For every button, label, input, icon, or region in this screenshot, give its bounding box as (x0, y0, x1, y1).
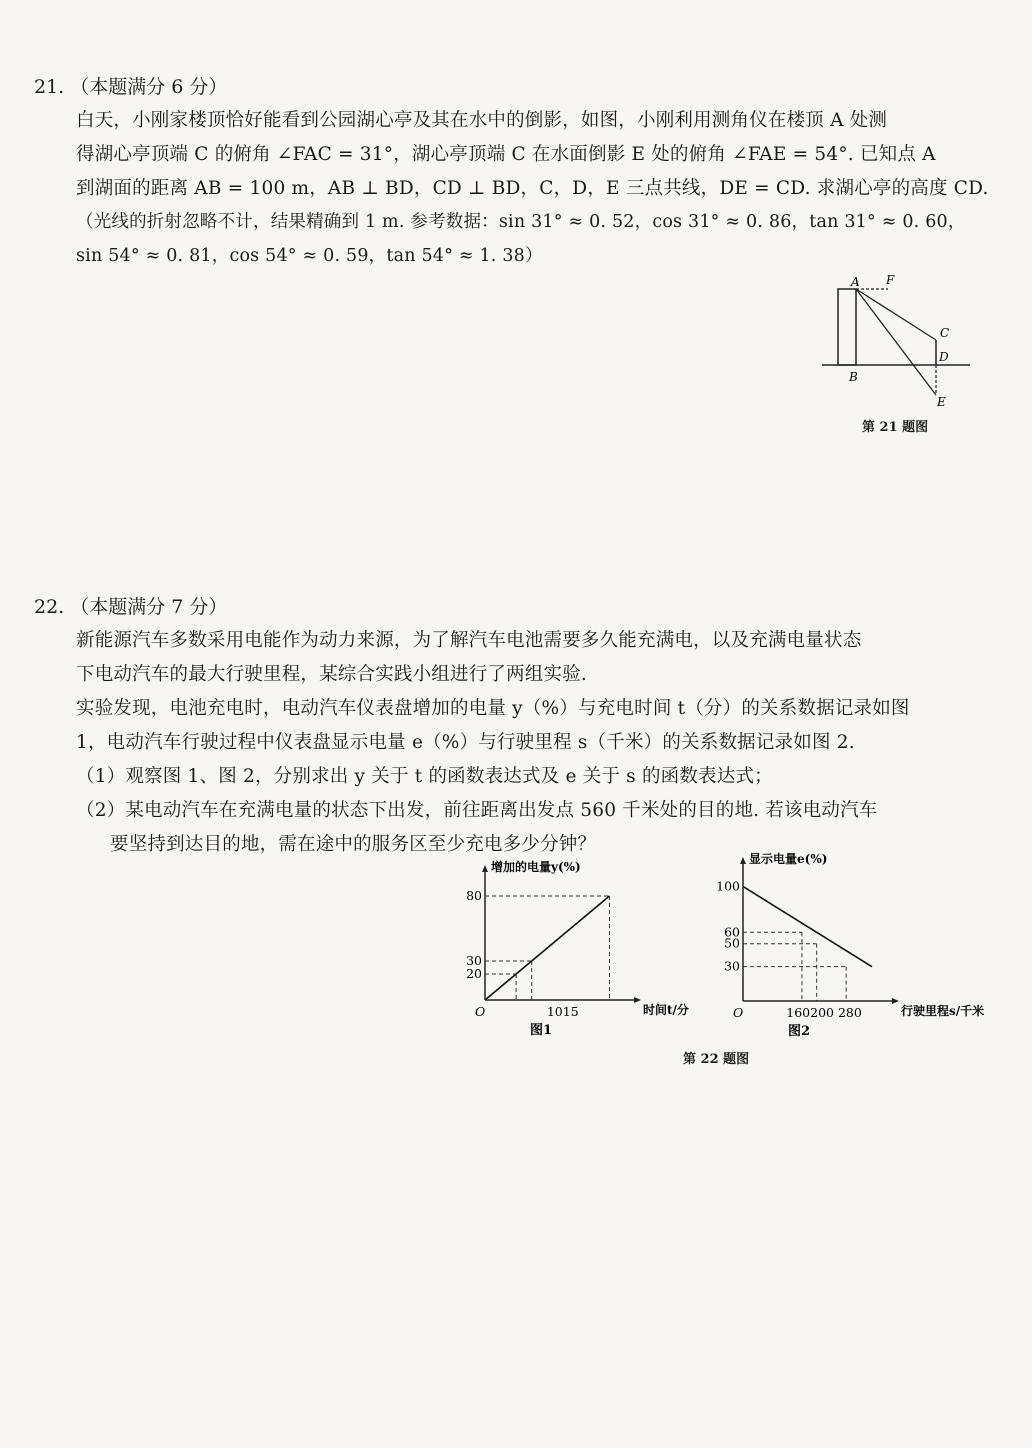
label-b: B (849, 370, 858, 384)
q22-score: （本题满分 7 分） (70, 596, 228, 618)
series-line (743, 886, 872, 966)
q22-header (34, 592, 227, 619)
label-a: A (851, 275, 860, 289)
x-tick-labels: 1015 (546, 1004, 579, 1019)
origin-label: O (475, 1004, 486, 1019)
line-ae (856, 289, 936, 395)
y-axis-label: 显示电量e(%) (749, 852, 828, 866)
y-tick-label: 30 (466, 953, 482, 968)
label-d: D (939, 350, 949, 364)
q21-line-4: （光线的折射忽略不计，结果精确到 1 m. 参考数据：sin 31° ≈ 0. 52，cos 31° ≈ 0. 86，tan 31° ≈ 0. 60， (76, 212, 966, 232)
y-tick-label: 60 (724, 924, 740, 940)
line-ac (856, 289, 936, 340)
q22-line-2: 下电动汽车的最大行驶里程，某综合实践小组进行了两组实验. (76, 664, 587, 685)
q22-line-3: 实验发现，电池充电时，电动汽车仪表盘增加的电量 y（%）与充电时间 t（分）的关系数据记录如图 (76, 698, 910, 719)
q21-score: （本题满分 6 分） (70, 76, 228, 98)
x-axis-label: 时间t/分 (643, 1003, 689, 1017)
x-axis-arrow (634, 997, 641, 1003)
y-axis-label: 增加的电量y(%) (491, 860, 581, 874)
label-f: F (886, 273, 895, 287)
chart-2 (705, 852, 985, 1045)
y-axis-arrow (482, 865, 488, 872)
q21-line-2: 得湖心亭顶端 C 的俯角 ∠FAC = 31°，湖心亭顶端 C 在水面倒影 E 处的俯角 ∠FAE = 54°. 已知点 A (76, 144, 936, 165)
q21-line-1: 白天，小刚家楼顶恰好能看到公园湖心亭及其在水中的倒影，如图，小刚利用测角仪在楼顶 A 处测 (76, 110, 888, 131)
x-axis-label: 行驶里程s/千米 (901, 1004, 985, 1018)
y-tick-label: 30 (724, 958, 740, 974)
label-e: E (937, 395, 946, 409)
y-axis-arrow (740, 857, 746, 864)
q22-line-7: 要坚持到达目的地，需在途中的服务区至少充电多少分钟？ (110, 834, 597, 855)
q21-line-5: sin 54° ≈ 0. 81，cos 54° ≈ 0. 59，tan 54° ≈ 1. 38） (76, 246, 543, 266)
origin-label: O (733, 1005, 744, 1020)
label-c: C (940, 326, 950, 340)
y-tick-label: 20 (466, 966, 482, 981)
chart-title: 图2 (787, 1024, 811, 1039)
q22-number: 22. (34, 596, 65, 618)
q22-figure-caption: 第 22 题图 (683, 1052, 750, 1067)
q21-figure (815, 268, 975, 418)
y-tick-label: 80 (466, 888, 482, 903)
q21-line-3: 到湖面的距离 AB = 100 m，AB ⊥ BD，CD ⊥ BD，C，D，E 三点共线，DE = CD. 求湖心亭的高度 CD. (76, 178, 989, 199)
q21-number: 21. (34, 76, 65, 98)
y-tick-label: 50 (724, 935, 740, 951)
chart-title: 图1 (529, 1023, 553, 1038)
y-tick-label: 100 (716, 878, 740, 894)
q21-header (34, 72, 227, 99)
q22-line-6: （2）某电动汽车在充满电量的状态下出发，前往距离出发点 560 千米处的目的地. 若该电动汽车 (76, 800, 878, 821)
x-axis-arrow (892, 998, 899, 1004)
q21-figure-caption: 第 21 题图 (862, 420, 929, 435)
x-tick-labels: 160200 280 (786, 1005, 862, 1020)
q22-line-5: （1）观察图 1、图 2，分别求出 y 关于 t 的函数表达式及 e 关于 s 的函数表达式； (76, 766, 773, 787)
q22-line-4: 1，电动汽车行驶过程中仪表盘显示电量 e（%）与行驶里程 s（千米）的关系数据记录如图 2. (76, 732, 855, 753)
building (838, 289, 856, 365)
chart-1 (455, 860, 689, 1045)
q22-line-1: 新能源汽车多数采用电能作为动力来源，为了解汽车电池需要多久能充满电，以及充满电量状态 (76, 630, 862, 651)
series-line (485, 896, 609, 1000)
